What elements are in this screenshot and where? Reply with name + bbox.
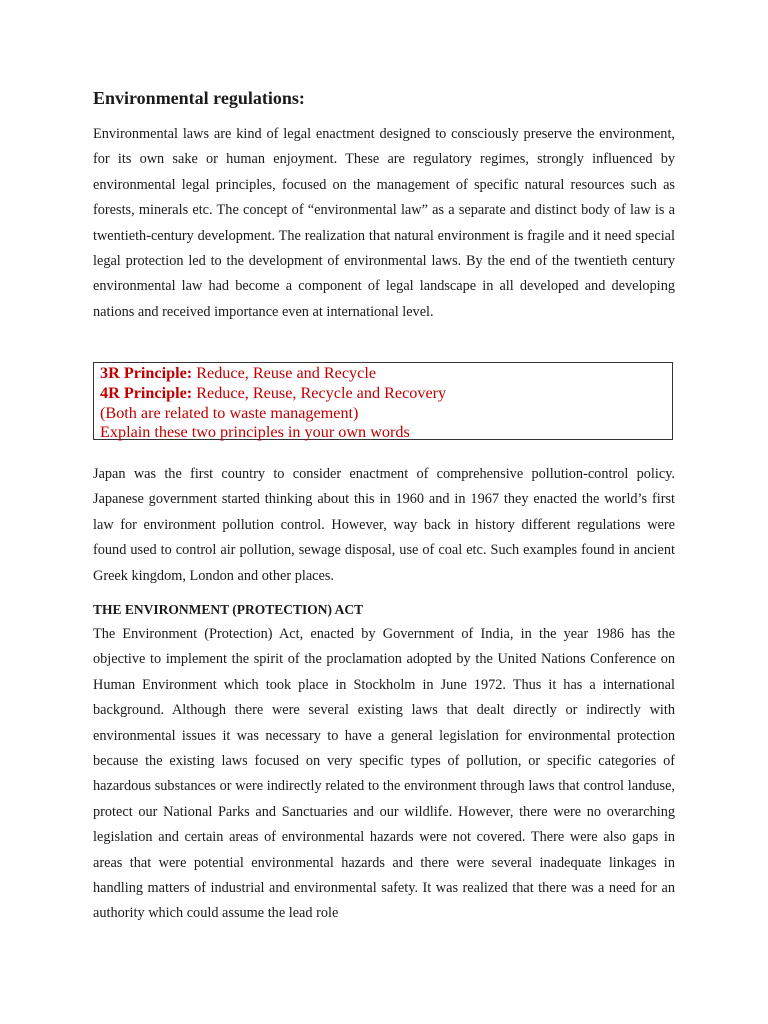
principle-4r-line <box>100 384 666 404</box>
principle-note: (Both are related to waste management) <box>100 403 359 422</box>
principle-4r-text: Reduce, Reuse, Recycle and Recovery <box>192 383 447 402</box>
principle-3r-label: 3R Principle: <box>100 364 193 382</box>
paragraph-environmental-laws: Environmental laws are kind of legal enactment designed to consciously preserve the environment, for its own sake or human enjoyment. These are regulatory regimes, strongly influenced by environmental legal principles, focused on the management of specific natural resources such as forests, minerals etc. The concept of “environmental law” as a separate and distinct body of law is a twentieth-century development. The realization that natural environment is fragile and it need special legal protection led to the development of environmental laws. By the end of the twentieth century environmental law had become a component of legal landscape in all developed and developing nations and received importance even at international level. <box>93 126 675 320</box>
paragraph-protection-act: The Environment (Protection) Act, enacted by Government of India, in the year 1986 has the objective to implement the spirit of the proclamation adopted by the United Nations Conference on Human Environment which took place in Stockholm in June 1972. Thus it has a international background. Although there were several existing laws that dealt directly or indirectly with environmental issues it was necessary to have a general legislation for environmental protection because the existing laws focused on very specific types of pollution, or specific categories of hazardous substances or were indirectly related to the environment through laws that control landuse, protect our National Parks and Sanctuaries and our wildlife. However, there were no overarching legislation and certain areas of environmental hazards were not covered. There were also gaps in areas that were potential environmental hazards and there were several inadequate linkages in handling matters of industrial and environmental safety. It was realized that there was a need for an authority which could assume the lead role <box>93 626 675 922</box>
principle-instruction: Explain these two principles in your own words <box>100 423 410 442</box>
principle-box <box>93 362 673 440</box>
act-heading: THE ENVIRONMENT (PROTECTION) ACT <box>93 602 364 617</box>
paragraph-japan: Japan was the first country to consider enactment of comprehensive pollution-control policy. Japanese government started thinking about this in 1960 and in 1967 they enacted the world’s first law for environment pollution control. However, way back in history different regulations were found used to control air pollution, sewage disposal, use of coal etc. Such examples found in ancient Greek kingdom, London and other places. <box>93 466 675 584</box>
section-heading: Environmental regulations: <box>93 88 305 108</box>
principle-3r-line <box>100 364 666 384</box>
principle-3r-text: Reduce, Reuse and Recycle <box>192 364 377 382</box>
principle-4r-label: 4R Principle: <box>100 383 193 402</box>
